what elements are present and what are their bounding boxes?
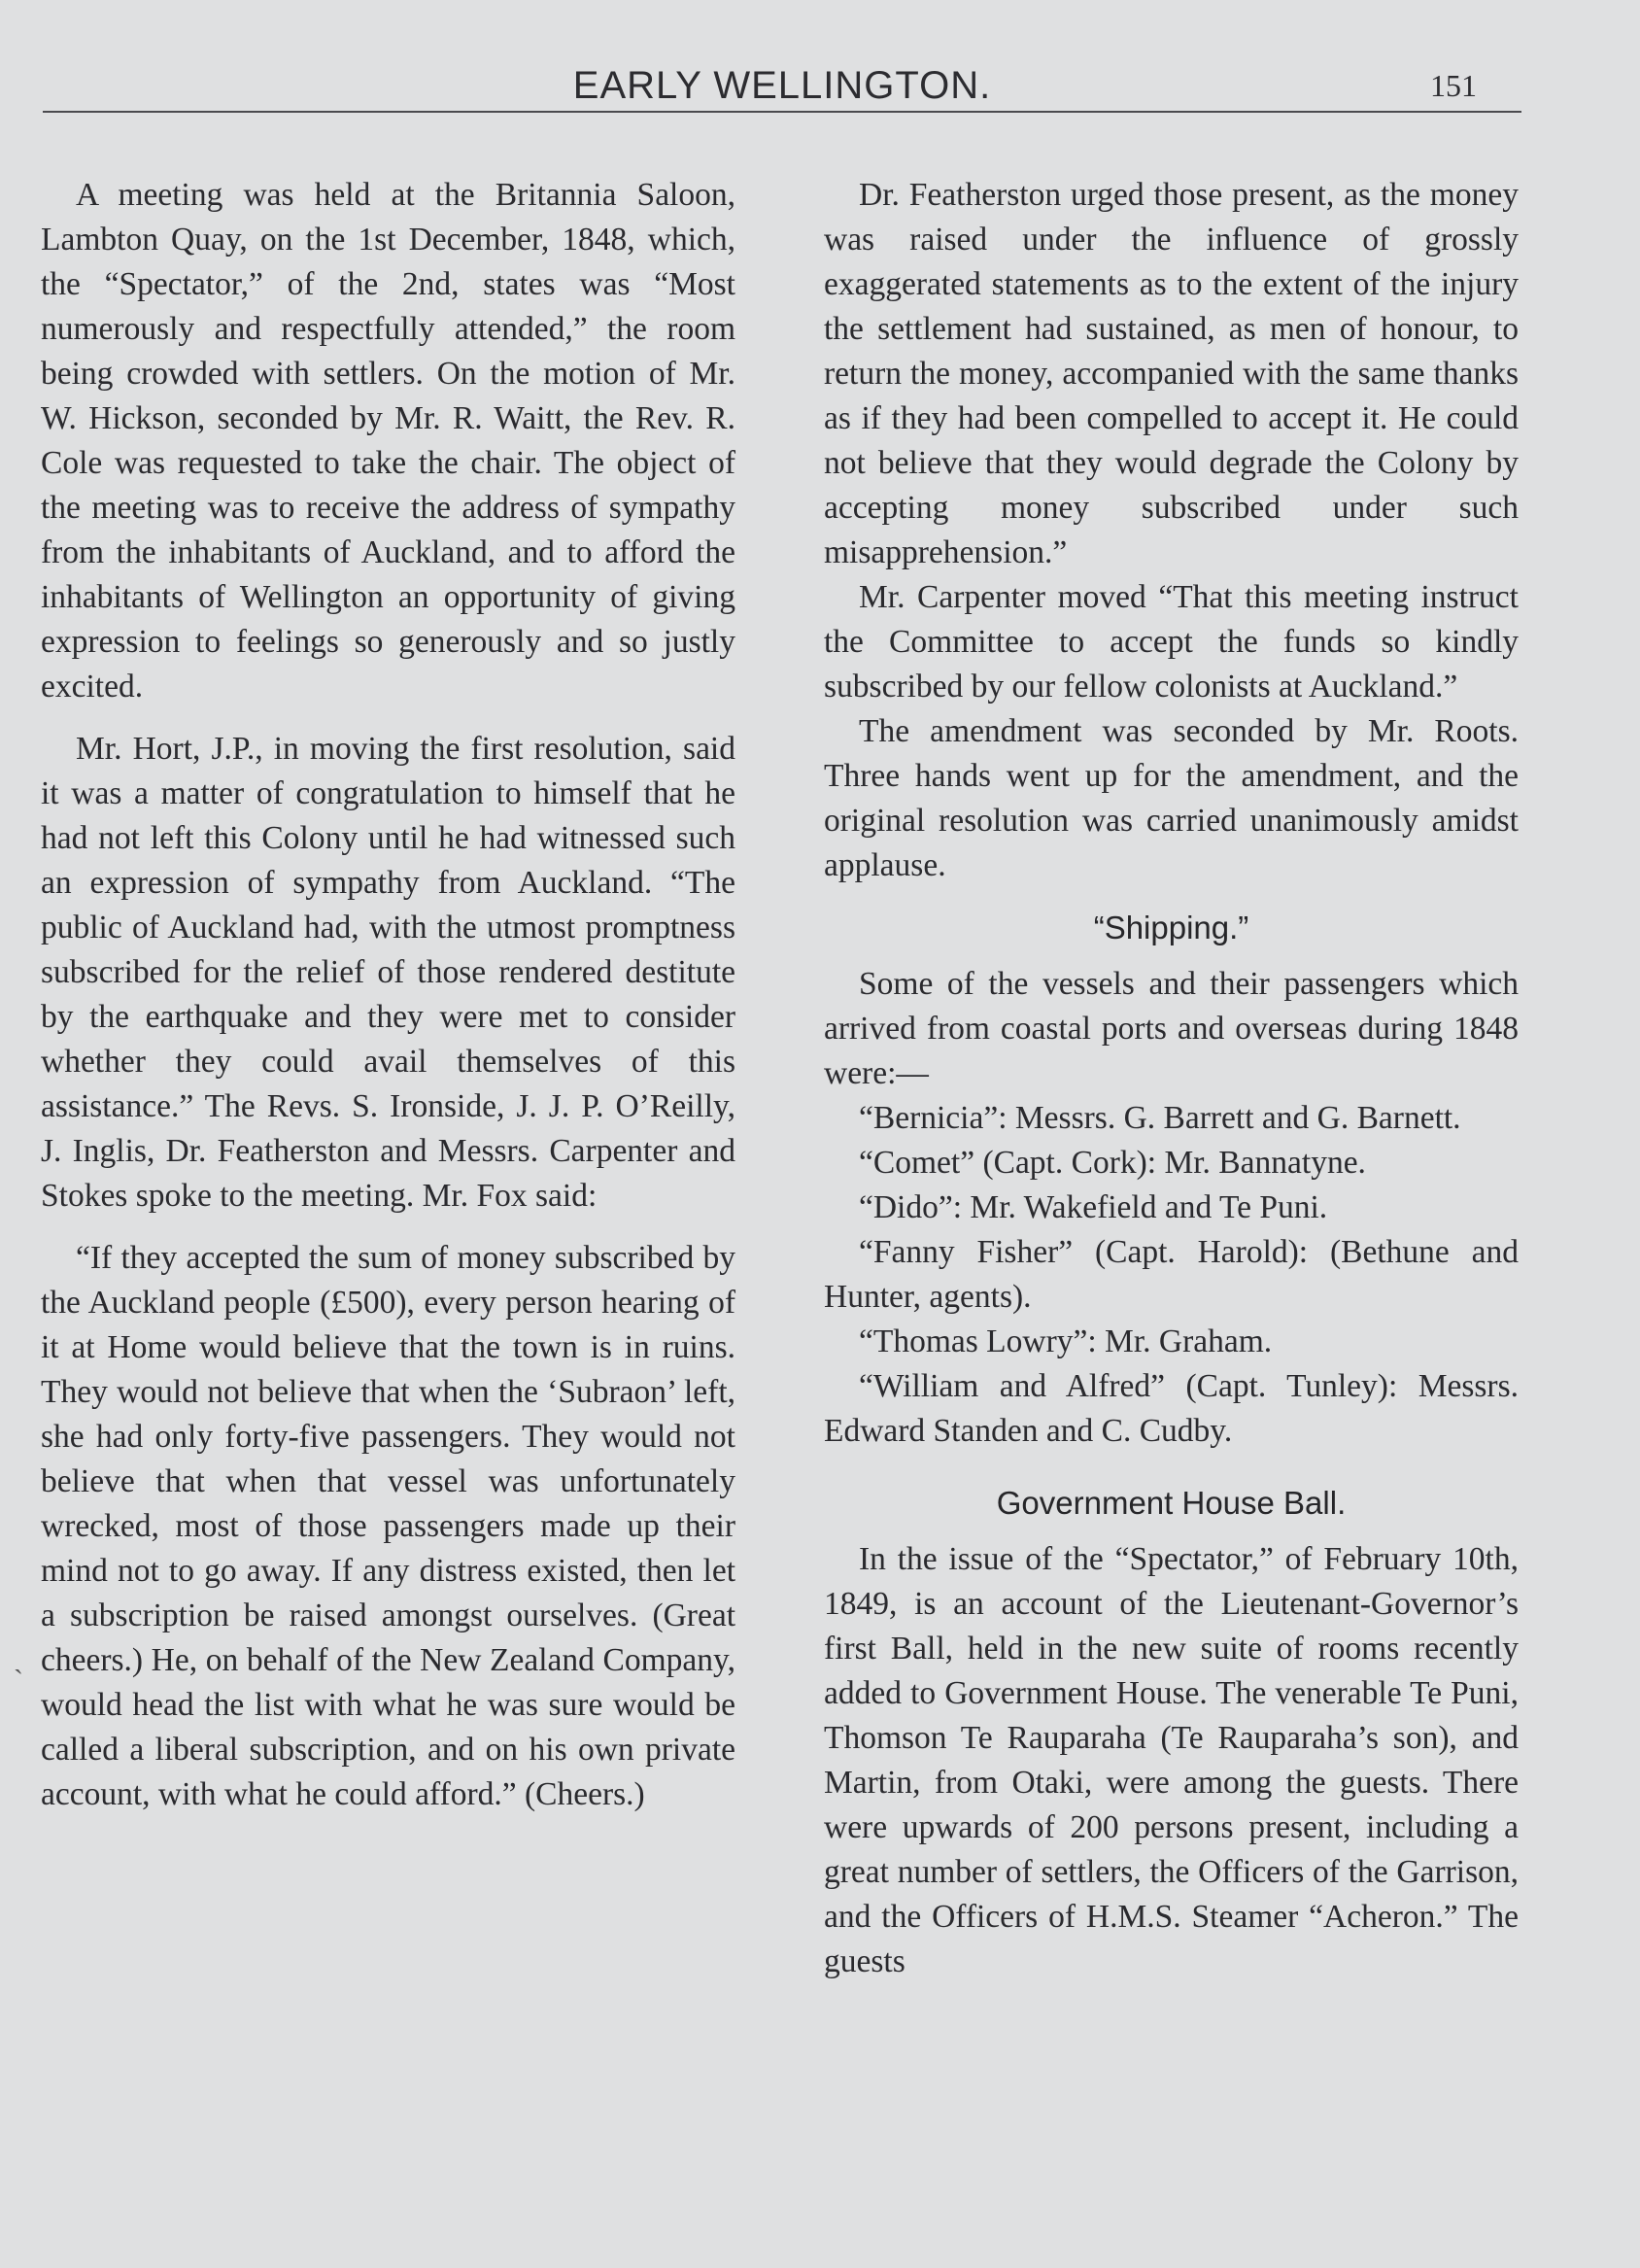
paragraph: Dr. Featherston urged those present, as the money was raised under the influence of grossly exaggerated statements as to the extent of the injury the settlement had sustained, as men of honour, to return the money, accompanied with the same thanks as if they had been compelled to accept it. He could not believe that they would degrade the Colony by accepting money subscribed under such misapprehension.” bbox=[824, 177, 1519, 570]
paragraph: The amendment was seconded by Mr. Roots. Three hands went up for the amendment, and the original resolution was carried unanimously amidst applause. bbox=[824, 713, 1519, 883]
ship-entry: “Dido”: Mr. Wakefield and Te Puni. bbox=[859, 1189, 1328, 1225]
running-head bbox=[43, 56, 1521, 113]
left-column bbox=[41, 173, 735, 1817]
margin-mark: ˏ bbox=[14, 1642, 23, 1674]
paragraph: Some of the vessels and their passengers which arrived from coastal ports and overseas during 1848 were:— bbox=[824, 966, 1519, 1091]
section-heading-ball: Government House Ball. bbox=[996, 1485, 1347, 1521]
paragraph: A meeting was held at the Britannia Saloon, Lambton Quay, on the 1st December, 1848, which, the “Spectator,” of the 2nd, states was “Most numerously and respectfully attended,” the room being crowded with settlers. On the motion of Mr. W. Hickson, seconded by Mr. R. Waitt, the Rev. R. Cole was requested to take the chair. The object of the meeting was to receive the address of sympathy from the inhabitants of Auckland, and to afford the inhabitants of Wellington an opportunity of giving expression to feelings so generously and so justly excited. bbox=[41, 177, 735, 704]
running-title: EARLY WELLINGTON. bbox=[572, 64, 992, 107]
paragraph: In the issue of the “Spectator,” of February 10th, 1849, is an account of the Lieutenant-Governor’s first Ball, held in the new suite of rooms recently added to Government House. The venerable Te Puni, Thomson Te Rauparaha (Te Rauparaha’s son), and Martin, from Otaki, were among the guests. There were upwards of 200 persons present, including a great number of settlers, the Officers of the Garrison, and the Officers of H.M.S. Steamer “Acheron.” The guests bbox=[824, 1541, 1519, 1979]
section-heading-shipping: “Shipping.” bbox=[1093, 910, 1249, 945]
quotation-paragraph: “If they accepted the sum of money subscribed by the Auckland people (£500), every person hearing of it at Home would believe that the town is in ruins. They would not believe that when the ‘Subraon’ left, she had only forty-five passengers. They would not believe that when that vessel was unfortunately wrecked, most of those passengers made up their mind not to go away. If any distress existed, then let a subscription be raised amongst ourselves. (Great cheers.) He, on behalf of the New Zealand Company, would head the list with what he was sure would be called a liberal subscription, and on his own private account, with what he could afford.” (Cheers.) bbox=[41, 1240, 735, 1812]
paragraph: Mr. Hort, J.P., in moving the first resolution, said it was a matter of congratulation to himself that he had not left this Colony until he had witnessed such an expression of sympathy from Auckland. “The public of Auckland had, with the utmost promptness subscribed for the relief of those rendered destitute by the earthquake and they were met to consider whether they could avail themselves of this assistance.” The Revs. S. Ironside, J. J. P. O’Reilly, J. Inglis, Dr. Featherston and Messrs. Carpenter and Stokes spoke to the meeting. Mr. Fox said: bbox=[41, 731, 735, 1214]
header-rule bbox=[43, 111, 1521, 113]
page-number: 151 bbox=[1430, 68, 1477, 103]
ship-entry: “Comet” (Capt. Cork): Mr. Bannatyne. bbox=[859, 1145, 1366, 1181]
ship-entry: “Thomas Lowry”: Mr. Graham. bbox=[859, 1323, 1273, 1359]
right-column bbox=[824, 173, 1519, 1984]
ship-entry: “William and Alfred” (Capt. Tunley): Messrs. Edward Standen and C. Cudby. bbox=[824, 1368, 1519, 1449]
ship-entry: “Bernicia”: Messrs. G. Barrett and G. Barnett. bbox=[859, 1100, 1461, 1136]
paragraph: Mr. Carpenter moved “That this meeting instruct the Committee to accept the funds so kindly subscribed by our fellow colonists at Auckland.” bbox=[824, 579, 1519, 704]
ship-entry: “Fanny Fisher” (Capt. Harold): (Bethune and Hunter, agents). bbox=[824, 1234, 1519, 1315]
